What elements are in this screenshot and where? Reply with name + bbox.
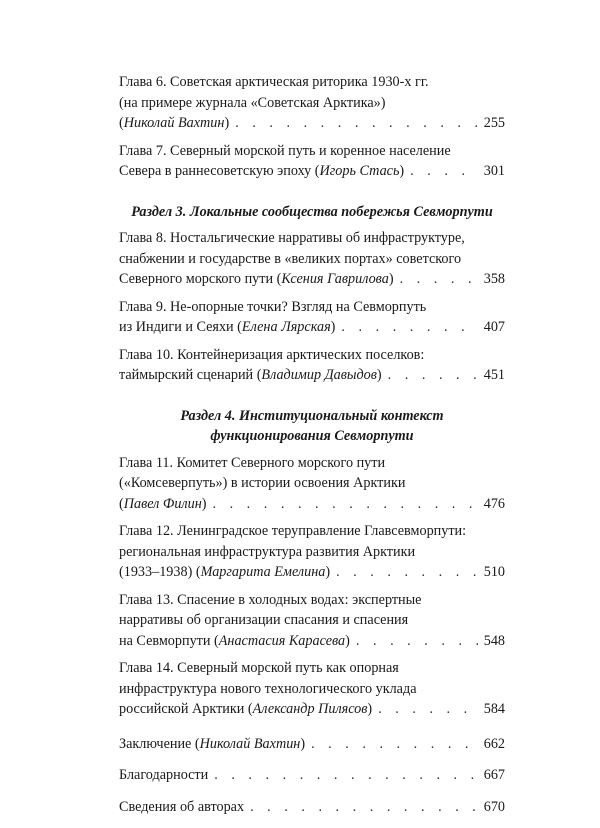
dot-leader [214,765,477,786]
dot-leader [356,631,478,652]
page-number: 662 [483,735,505,752]
page-number: 670 [483,798,505,815]
author-name: Ксения Гаврилова [281,271,389,287]
entry-line: снабжении и государстве в «великих портах» советского [119,250,462,267]
entry-line: инфраструктура нового технологического уклада [119,680,417,697]
page-number: 451 [483,367,505,383]
toc-entry-authors-info[interactable]: Сведения об авторах . . . 670 [119,797,505,818]
entry-line: Глава 12. Ленинградское теруправление Главсевморпути: [119,523,467,539]
author-name: Владимир Давыдов [261,367,377,383]
toc-entry-chapter-13[interactable]: Глава 13. Спасение в холодных водах: экспертные нарративы об организации спасания и спасения на Севморпути (Анастасия Карасева) . . . 548 [119,590,505,652]
entry-line: («Комсеверпуть») в истории освоения Арктики [119,475,406,491]
author-name: Николай Вахтин [123,115,225,131]
toc-entry-conclusion[interactable]: Заключение (Николай Вахтин) . . . 662 [119,734,505,755]
author-name: Павел Филин [123,495,202,512]
toc-entry-chapter-10[interactable]: Глава 10. Контейнеризация арктических поселков: таймырский сценарий (Владимир Давыдов) . . . 451 [119,345,505,386]
author-name: Николай Вахтин [199,735,301,752]
entry-line: Глава 6. Советская арктическая риторика 1930-х гг. [119,74,429,90]
toc-entry-chapter-12[interactable]: Глава 12. Ленинградское теруправление Главсевморпути: региональная инфраструктура развития Арктики (1933–1938) (Маргарита Емелина) . . . 510 [119,521,505,583]
dot-leader [311,734,478,755]
page-number: 301 [483,163,505,179]
toc-entry-chapter-14[interactable]: Глава 14. Северный морской путь как опорная инфраструктура нового технологического уклада российской Арктики (Александр Пилясов) . . . 584 [119,658,505,720]
page-number: 584 [483,701,505,717]
entry-line: нарративы об организации спасания и спасения [119,612,409,628]
entry-line: (1933–1938) ( [119,564,201,580]
dot-leader [410,161,478,182]
author-name: Игорь Стась [319,163,400,179]
table-of-contents [119,72,505,828]
closing-entries [119,734,505,818]
page-number: 510 [483,564,505,580]
toc-entry-chapter-9[interactable]: Глава 9. Не-опорные точки? Взгляд на Севморпуть из Индиги и Сеяхи (Елена Лярская) . . . 407 [119,297,505,338]
author-name: Александр Пилясов [252,701,368,717]
entry-line: Глава 11. Комитет Северного морского пути [119,454,386,471]
toc-entry-chapter-11[interactable]: Глава 11. Комитет Северного морского пути («Комсеверпуть») в истории освоения Арктики (Павел Филин) . . . 476 [119,453,505,515]
entry-line: из Индиги и Сеяхи ( [119,319,242,335]
entry-line: Глава 7. Северный морской путь и коренное население [119,142,451,159]
entry-line: ( [119,115,124,131]
entry-line: региональная инфраструктура развития Арктики [119,543,416,560]
entry-line: Глава 10. Контейнеризация арктических поселков: [119,346,425,363]
dot-leader [250,797,478,818]
page-number: 548 [483,632,505,649]
entry-line: Глава 13. Спасение в холодных водах: экспертные [119,591,422,608]
page-number: 358 [483,271,505,287]
page-number: 667 [483,767,505,783]
entry-line: Северного морского пути ( [119,271,282,287]
entry-line: (на примере журнала «Советская Арктика») [119,94,386,111]
section-3-heading: Раздел 3. Локальные сообщества побережья Севморпути [131,203,493,220]
dot-leader [378,699,478,720]
page-number: 407 [483,319,505,335]
toc-entry-chapter-7[interactable]: Глава 7. Северный морской путь и коренное население Севера в раннесоветскую эпоху (Игорь Стась) . . . 301 [119,141,505,182]
entry-line: российской Арктики ( [119,701,253,717]
dot-leader [212,494,477,515]
toc-entry-acknowledgments[interactable]: Благодарности . . . 667 [119,765,505,786]
author-name: Маргарита Емелина [200,564,326,580]
dot-leader [400,269,478,290]
dot-leader [336,562,478,583]
page-number: 476 [483,495,505,512]
entry-line: таймырский сценарий ( [119,367,262,383]
dot-leader [341,317,477,338]
entry-line: ( [119,495,124,512]
entry-line: Севера в раннесоветскую эпоху ( [119,163,320,179]
section-4-heading: Раздел 4. Институциональный контекст функционирования Севморпути [180,407,444,444]
page-number: 255 [483,115,505,131]
author-name: Анастасия Карасева [218,632,346,649]
toc-entry-chapter-6[interactable]: Глава 6. Советская арктическая риторика 1930-х гг. (на примере журнала «Советская Арктика») (Николай Вахтин) . . . 255 [119,72,505,134]
entry-line: на Севморпути ( [119,632,219,649]
entry-line: Глава 14. Северный морской путь как опорная [119,660,399,676]
dot-leader [235,113,478,134]
toc-entry-chapter-8[interactable]: Глава 8. Ностальгические нарративы об инфраструктуре, снабжении и государстве в «великих портах» советского Северного морского пути (Ксения Гаврилова) . . . 358 [119,228,505,290]
entry-line: Глава 8. Ностальгические нарративы об инфраструктуре, [119,230,465,246]
entry-line: Глава 9. Не-опорные точки? Взгляд на Севморпуть [119,298,427,315]
dot-leader [388,365,478,386]
author-name: Елена Лярская [241,319,331,335]
